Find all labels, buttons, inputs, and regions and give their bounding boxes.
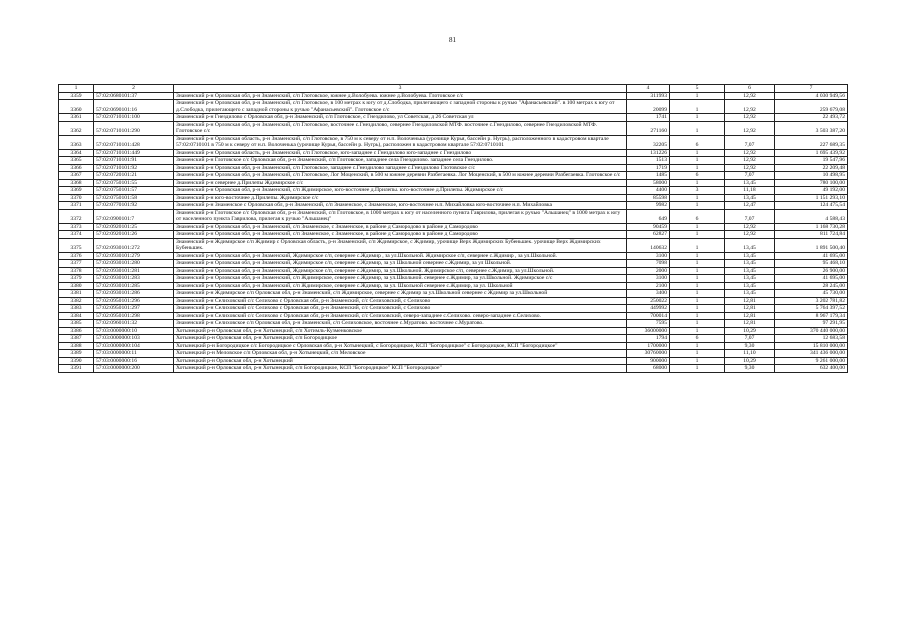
cadastral-number-cell: 57:02:0710101:290 — [94, 121, 174, 135]
area-cell: 3100 — [627, 275, 670, 283]
row-number-cell: 3387 — [59, 335, 94, 343]
area-cell: 85598 — [627, 194, 670, 202]
table-row — [59, 223, 848, 231]
category-cell: 1 — [670, 290, 725, 298]
row-number-cell: 3363 — [59, 135, 94, 149]
cadastral-value-cell: 10 498,95 — [775, 172, 848, 180]
address-description-cell: Знаменский р-н Орловская область, р-н Знаменский, с/п Глотовское, юго-западнее с Гнездилово юго-западнее с Гнездилово — [174, 149, 627, 157]
category-cell: 1 — [670, 357, 725, 365]
address-description-cell: Знаменский р-н Орловская обл, р-н Знаменский, с/п Глотовское, Лог Моценский, в 500 м южнее деревни Разбегаевка. Лог Моценский, в 500 м южнее деревни Разбегаевка. Глотовское с/с — [174, 172, 627, 180]
cadastral-number-cell: 57:02:0770101:92 — [94, 202, 174, 210]
area-cell: 1513 — [627, 157, 670, 165]
address-description-cell: Знаменский р-н Селиховское с/п Орловская обл, р-н Знаменский, с/п Селиховское, восточнее с.Муратово. восточнее с.Муратово. — [174, 320, 627, 328]
table-row — [59, 305, 848, 313]
cadastral-value-cell: 5 764 397,52 — [775, 305, 848, 313]
row-number-cell: 3362 — [59, 121, 94, 135]
rate-cell: 13,45 — [725, 267, 775, 275]
address-description-cell: Знаменский р-н Селиховский с/с Селихово с Орловская обл, р-н Знаменский, с/с Селиховский, северо-западнее с.Селихово. северо-западнее с.Селихово. — [174, 312, 627, 320]
cadastral-value-cell: 811 724,84 — [775, 231, 848, 239]
category-cell: 6 — [670, 209, 725, 223]
cadastral-number-cell: 57:02:0710101:91 — [94, 157, 174, 165]
rate-cell: 13,45 — [725, 290, 775, 298]
category-cell: 1 — [670, 260, 725, 268]
area-cell: 140632 — [627, 238, 670, 252]
address-description-cell: Знаменский р-н Селиховский с/с Селихово с Орловская обл, р-н Знаменский, с/с Селиховский, с Селихово — [174, 297, 627, 305]
address-description-cell: Знаменский р-н Глотовское с/с Орловская обл, р-н Знаменский, с/п Глотовское, западнее села Гнездилово. западнее села Гнездилово. — [174, 157, 627, 165]
row-number-cell: 3359 — [59, 92, 94, 100]
cadastral-number-cell: 57:02:0950101:298 — [94, 312, 174, 320]
rate-cell: 13,45 — [725, 238, 775, 252]
table-row — [59, 267, 848, 275]
address-description-cell: Знаменский р-н Орловская обл, р-н Знаменский, с/п Глотовское, западнее с.Гнездилово западнее с.Гнездилово Глотовское с/с — [174, 164, 627, 172]
table-body — [59, 92, 848, 372]
row-number-cell: 3374 — [59, 231, 94, 239]
cadastral-number-cell: 57:02:0930101:286 — [94, 290, 174, 298]
rate-cell: 12,81 — [725, 312, 775, 320]
category-cell: 1 — [670, 275, 725, 283]
cadastral-number-cell: 57:02:0750101:58 — [94, 194, 174, 202]
cadastral-value-cell: 1 168 730,28 — [775, 223, 848, 231]
area-cell: 649 — [627, 209, 670, 223]
category-cell: 1 — [670, 164, 725, 172]
rate-cell: 13,45 — [725, 252, 775, 260]
cadastral-table — [58, 84, 848, 373]
cadastral-value-cell: 28 245,00 — [775, 282, 848, 290]
cadastral-value-cell: 1 695 439,92 — [775, 149, 848, 157]
cadastral-value-cell: 780 100,00 — [775, 179, 848, 187]
category-cell: 1 — [670, 252, 725, 260]
cadastral-number-cell: 57:02:0930101:272 — [94, 238, 174, 252]
row-number-cell: 3373 — [59, 223, 94, 231]
cadastral-number-cell: 57:02:0950101:296 — [94, 297, 174, 305]
rate-cell: 12,92 — [725, 164, 775, 172]
row-number-cell: 3375 — [59, 238, 94, 252]
cadastral-value-cell: 4 030 949,56 — [775, 92, 848, 100]
cadastral-value-cell: 632 400,00 — [775, 365, 848, 373]
area-cell: 311993 — [627, 92, 670, 100]
address-description-cell: Знаменский р-н Гнездилово с Орловская обл, р-н Знаменский, с/п Глотовское, с Гнездилово, ул Советская, д 26 Советская ул — [174, 114, 627, 122]
cadastral-number-cell: 57:03:0000000:200 — [94, 365, 174, 373]
cadastral-value-cell: 227 689,35 — [775, 135, 848, 149]
row-number-cell: 3364 — [59, 149, 94, 157]
rate-cell: 12,92 — [725, 92, 775, 100]
category-cell: 3 — [670, 187, 725, 195]
rate-cell: 13,45 — [725, 194, 775, 202]
category-cell: 1 — [670, 342, 725, 350]
column-header: 4 — [627, 85, 670, 93]
category-cell: 1 — [670, 327, 725, 335]
address-description-cell: Знаменский р-н Глотовское с/с Орловская обл, р-н Знаменский, с/п Глотовское, в 1000 метрах к югу от населенного пункта Гаврилова, прилегая к ручью "Альшанец" в 1000 метрах к югу от населенного пункта Гаврилова, прилегая к ручью "Альшанец" — [174, 209, 627, 223]
area-cell: 62827 — [627, 231, 670, 239]
category-cell: 1 — [670, 312, 725, 320]
table-row — [59, 202, 848, 210]
row-number-cell: 3383 — [59, 305, 94, 313]
address-description-cell: Знаменский р-н Орловская обл, р-н Знаменский, с/п Ждимирское, севернее с.Ждимир, за ул.Школьной. севернее с.Ждимир, за ул.Школьной. Ждимирское с/с — [174, 275, 627, 283]
table-row — [59, 275, 848, 283]
row-number-cell: 3370 — [59, 194, 94, 202]
cadastral-number-cell: 57:02:0920101:25 — [94, 223, 174, 231]
row-number-cell: 3382 — [59, 297, 94, 305]
row-number-cell: 3377 — [59, 260, 94, 268]
address-description-cell: Знаменский р-н юго-восточнее д.Прилепы. Ждимирское с/с — [174, 194, 627, 202]
rate-cell: 13,45 — [725, 260, 775, 268]
row-number-cell: 3381 — [59, 290, 94, 298]
cadastral-number-cell: 57:02:0750101:55 — [94, 179, 174, 187]
rate-cell: 11,18 — [725, 187, 775, 195]
table-row — [59, 209, 848, 223]
cadastral-value-cell: 4 588,43 — [775, 209, 848, 223]
table-row — [59, 114, 848, 122]
address-description-cell: Знаменский р-н Знаменское с Орловская обл, р-н Знаменский, с/п Знаменское, с Знаменское, юго-восточнее н.п. Михайловка юго-восточнее н.п. Михайловка — [174, 202, 627, 210]
rate-cell: 10,29 — [725, 357, 775, 365]
rate-cell: 9,30 — [725, 342, 775, 350]
cadastral-value-cell: 26 900,00 — [775, 267, 848, 275]
cadastral-number-cell: 57:02:0710101:92 — [94, 164, 174, 172]
row-number-cell: 3391 — [59, 365, 94, 373]
area-cell: 1485 — [627, 172, 670, 180]
cadastral-value-cell: 8 967 179,34 — [775, 312, 848, 320]
cadastral-number-cell: 57:02:0930101:280 — [94, 260, 174, 268]
address-description-cell: Хотынецкий р-н Орловская обл, р-н Хотынецкий, с/п Богородицкое — [174, 335, 627, 343]
rate-cell: 7,07 — [725, 172, 775, 180]
cadastral-value-cell: 49 192,00 — [775, 187, 848, 195]
row-number-cell: 3367 — [59, 172, 94, 180]
cadastral-number-cell: 57:03:0000000:11 — [94, 350, 174, 358]
address-description-cell: Знаменский р-н Ждимирское с/п Ждимир с Орловская область, р-н Знаменский, с/п Ждимирское, с Ждимир, урочище Верх Ждимирских Бубеньшек. урочище Верх Ждимирских Бубеньшек. — [174, 238, 627, 252]
table-row — [59, 350, 848, 358]
table-row — [59, 297, 848, 305]
cadastral-number-cell: 57:02:0680101:37 — [94, 92, 174, 100]
table-row — [59, 238, 848, 252]
table-row — [59, 290, 848, 298]
rate-cell: 13,45 — [725, 275, 775, 283]
cadastral-number-cell: 57:02:0720101:21 — [94, 172, 174, 180]
cadastral-value-cell: 41 695,00 — [775, 275, 848, 283]
cadastral-value-cell: 12 683,58 — [775, 335, 848, 343]
table-row — [59, 135, 848, 149]
rate-cell: 11,10 — [725, 350, 775, 358]
table-row — [59, 312, 848, 320]
category-cell: 1 — [670, 121, 725, 135]
area-cell: 90459 — [627, 223, 670, 231]
category-cell: 1 — [670, 282, 725, 290]
category-cell: 6 — [670, 135, 725, 149]
cadastral-value-cell: 97 291,95 — [775, 320, 848, 328]
address-description-cell: Знаменский р-н Орловская обл, р-н Знаменский, Ждимирское с/п, севернее с.Ждимир, за ул Школьной севернее с.Ждимир, за ул Школьной. — [174, 260, 627, 268]
cadastral-number-cell: 57:02:0710101:428 — [94, 135, 174, 149]
area-cell: 1741 — [627, 114, 670, 122]
cadastral-number-cell: 57:02:0750101:57 — [94, 187, 174, 195]
cadastral-value-cell: 3 503 387,20 — [775, 121, 848, 135]
rate-cell: 12,81 — [725, 297, 775, 305]
table-row — [59, 157, 848, 165]
category-cell: 1 — [670, 92, 725, 100]
rate-cell: 12,92 — [725, 157, 775, 165]
table-row — [59, 365, 848, 373]
area-cell: 68000 — [627, 365, 670, 373]
area-cell: 20099 — [627, 100, 670, 114]
area-cell: 30760000 — [627, 350, 670, 358]
cadastral-number-cell: 57:02:0930101:281 — [94, 267, 174, 275]
table-row — [59, 100, 848, 114]
area-cell: 250022 — [627, 297, 670, 305]
row-number-cell: 3360 — [59, 100, 94, 114]
area-cell: 1719 — [627, 164, 670, 172]
category-cell: 1 — [670, 231, 725, 239]
address-description-cell: Хотынецкий р-н Меловское с/п Орловская обл, р-н Хотынецкий, с/п Меловское — [174, 350, 627, 358]
table-header-row — [59, 85, 848, 93]
area-cell: 1700000 — [627, 342, 670, 350]
address-description-cell: Знаменский р-н Орловская обл, р-н Знаменский, Ждимирское с/п, севернее с.Ждимир, за ул.Школьной. Ждимирское с/п, севернее с.Ждимир, за ул.Школьной. — [174, 267, 627, 275]
area-cell: 9982 — [627, 202, 670, 210]
address-description-cell: Знаменский р-н Орловская обл, р-н Знаменский, с/п Глотовское, южнее д.Волобуева. южнее д.Волобуева. Глотовское с/с — [174, 92, 627, 100]
table-row — [59, 260, 848, 268]
cadastral-value-cell: 95 468,10 — [775, 260, 848, 268]
row-number-cell: 3361 — [59, 114, 94, 122]
area-cell: 1794 — [627, 335, 670, 343]
rate-cell: 12,92 — [725, 100, 775, 114]
rate-cell: 10,29 — [725, 327, 775, 335]
address-description-cell: Знаменский р-н севернее д.Прилепы Ждимирское с/с — [174, 179, 627, 187]
table-row — [59, 179, 848, 187]
row-number-cell: 3385 — [59, 320, 94, 328]
table-row — [59, 252, 848, 260]
row-number-cell: 3366 — [59, 164, 94, 172]
cadastral-number-cell: 57:02:0710101:100 — [94, 114, 174, 122]
address-description-cell: Знаменский р-н Орловская обл, р-н Знаменский, Ждимирское с/п, севернее с.Ждимир , за ул.Школьной. Ждимирское с/п, севернее с.Ждимир , за ул.Школьной. — [174, 252, 627, 260]
address-description-cell: Знаменский р-н Ждимирское с/п Орловская обл, р-н Знаменский, с/п Ждимирское, севернее с Ждимир за ул.Школьной севернее с Ждимир за ул.Школьной — [174, 290, 627, 298]
cadastral-value-cell: 259 679,08 — [775, 100, 848, 114]
cadastral-value-cell: 41 695,00 — [775, 252, 848, 260]
category-cell: 1 — [670, 149, 725, 157]
address-description-cell: Знаменский р-н Орловская обл, р-н Знаменский, с/п Знаменское, с Знаменское, в районе д Самородово в районе д Самородово — [174, 231, 627, 239]
category-cell: 1 — [670, 114, 725, 122]
column-header: 3 — [174, 85, 627, 93]
category-cell: 1 — [670, 305, 725, 313]
cadastral-number-cell: 57:02:0950101:297 — [94, 305, 174, 313]
category-cell: 1 — [670, 238, 725, 252]
category-cell: 1 — [670, 267, 725, 275]
row-number-cell: 3390 — [59, 357, 94, 365]
area-cell: 2000 — [627, 267, 670, 275]
address-description-cell: Хотынецкий р-н Орловская обл, р-н Хотынецкий, с/п Хотимль-Кузменковское — [174, 327, 627, 335]
category-cell: 6 — [670, 172, 725, 180]
rate-cell: 12,92 — [725, 223, 775, 231]
address-description-cell: Знаменский р-н Орловская обл, р-н Знаменский, с/п Ждимирское, севернее с.Ждимир, за ул. Школьной севернее с.Ждимир, за ул. Школьной — [174, 282, 627, 290]
rate-cell: 7,07 — [725, 209, 775, 223]
address-description-cell: Знаменский р-н Орловская область, р-н Знаменский, с/п Глотовское, в 750 м к северу от н.п. Волоченька (урочище Курья, бассейн р. Нугрь), расположенного в кадастровом квартале 57:02:0710101 в 750 м к северу от н.п. Волоченька (урочище Курья, бассейн р. Нугрь), расположен в кадастровом квартале 57:02:0710101 — [174, 135, 627, 149]
row-number-cell: 3372 — [59, 209, 94, 223]
area-cell: 131226 — [627, 149, 670, 157]
row-number-cell: 3380 — [59, 282, 94, 290]
category-cell: 1 — [670, 194, 725, 202]
cadastral-number-cell: 57:02:0960101:32 — [94, 320, 174, 328]
row-number-cell: 3378 — [59, 267, 94, 275]
cadastral-number-cell: 57:02:0930101:279 — [94, 252, 174, 260]
category-cell: 1 — [670, 223, 725, 231]
cadastral-number-cell: 57:03:0000000:10 — [94, 327, 174, 335]
cadastral-value-cell: 45 730,00 — [775, 290, 848, 298]
category-cell: 1 — [670, 297, 725, 305]
cadastral-value-cell: 15 810 000,00 — [775, 342, 848, 350]
area-cell: 58000 — [627, 179, 670, 187]
table-row — [59, 187, 848, 195]
category-cell: 1 — [670, 100, 725, 114]
rate-cell: 7,07 — [725, 335, 775, 343]
cadastral-number-cell: 57:02:0930101:285 — [94, 282, 174, 290]
cadastral-number-cell: 57:02:0930101:283 — [94, 275, 174, 283]
category-cell: 1 — [670, 320, 725, 328]
address-description-cell: Хотынецкий р-н Орловская обл, р-н Хотынецкий, с/п Богородицкое, КСП "Богородицкое" КСП "Богородицкое" — [174, 365, 627, 373]
area-cell: 449992 — [627, 305, 670, 313]
rate-cell: 12,92 — [725, 149, 775, 157]
area-cell: 900000 — [627, 357, 670, 365]
cadastral-number-cell: 57:03:0000000:16 — [94, 357, 174, 365]
cadastral-value-cell: 341 436 000,00 — [775, 350, 848, 358]
area-cell: 700014 — [627, 312, 670, 320]
row-number-cell: 3371 — [59, 202, 94, 210]
table-row — [59, 282, 848, 290]
address-description-cell: Знаменский р-н Селиховский с/с Селихово с Орловская обл, р-н Знаменский, с/с Селиховский, с Селихово — [174, 305, 627, 313]
address-description-cell: Знаменский р-н Орловская обл, р-н Знаменский, с/п Ждимирское, юго-восточнее д.Прилепы. юго-восточнее д.Прилепы. Ждимирское с/с — [174, 187, 627, 195]
rate-cell: 12,92 — [725, 231, 775, 239]
category-cell: 1 — [670, 350, 725, 358]
row-number-cell: 3368 — [59, 179, 94, 187]
table-row — [59, 149, 848, 157]
row-number-cell: 3384 — [59, 312, 94, 320]
address-description-cell: Знаменский р-н Орловская обл, р-н Знаменский, с/п Глотовское, восточнее с.Гнездилово, севернее Гнездиловской МТФ. восточнее с.Гнездилово, севернее Гнездиловской МТФ. Глотовское с/с — [174, 121, 627, 135]
category-cell: 6 — [670, 335, 725, 343]
column-header: 2 — [94, 85, 174, 93]
column-header: 6 — [725, 85, 775, 93]
category-cell: 1 — [670, 157, 725, 165]
area-cell: 3100 — [627, 252, 670, 260]
address-description-cell: Хотынецкий р-н Богородицкое с/с Богородицкое с Орловская обл, р-н Хотынецкий, с Богородицкое, КСП "Богородицкое" с Богородицкое, КСП "Богородицкое" — [174, 342, 627, 350]
table-row — [59, 164, 848, 172]
cadastral-value-cell: 1 151 293,10 — [775, 194, 848, 202]
cadastral-number-cell: 57:02:0690101:16 — [94, 100, 174, 114]
rate-cell: 13,45 — [725, 179, 775, 187]
area-cell: 271160 — [627, 121, 670, 135]
category-cell: 1 — [670, 202, 725, 210]
area-cell: 36000000 — [627, 327, 670, 335]
cadastral-value-cell: 3 202 781,82 — [775, 297, 848, 305]
address-description-cell: Знаменский р-н Орловская обл, р-н Знаменский, с/п Знаменское, с Знаменское, в районе д Самородово в районе д Самородово — [174, 223, 627, 231]
area-cell: 3400 — [627, 290, 670, 298]
table-row — [59, 342, 848, 350]
row-number-cell: 3376 — [59, 252, 94, 260]
rate-cell: 12,81 — [725, 305, 775, 313]
row-number-cell: 3389 — [59, 350, 94, 358]
table-row — [59, 357, 848, 365]
table-row — [59, 172, 848, 180]
table-row — [59, 231, 848, 239]
rate-cell: 13,45 — [725, 282, 775, 290]
column-header: 7 — [775, 85, 848, 93]
row-number-cell: 3369 — [59, 187, 94, 195]
address-description-cell: Знаменский р-н Орловская обл, р-н Знаменский, с/п Глотовское, в 100 метрах к югу от д.Слободка, прилегающего с западной стороны к ручью "Афанасьевский". в 100 метрах к югу от д.Слободка, прилегающего с западной стороны к ручью "Афанасьевский". Глотовское с/с — [174, 100, 627, 114]
row-number-cell: 3386 — [59, 327, 94, 335]
table-row — [59, 121, 848, 135]
cadastral-number-cell: 57:02:0900101:7 — [94, 209, 174, 223]
cadastral-value-cell: 22 209,48 — [775, 164, 848, 172]
category-cell: 1 — [670, 365, 725, 373]
cadastral-value-cell: 1 891 500,40 — [775, 238, 848, 252]
column-header: 5 — [670, 85, 725, 93]
page-number: 81 — [449, 36, 456, 44]
table-row — [59, 92, 848, 100]
row-number-cell: 3388 — [59, 342, 94, 350]
table-row — [59, 194, 848, 202]
cadastral-value-cell: 19 547,96 — [775, 157, 848, 165]
area-cell: 4400 — [627, 187, 670, 195]
rate-cell: 12,47 — [725, 202, 775, 210]
area-cell: 7595 — [627, 320, 670, 328]
cadastral-number-cell: 57:02:0710101:449 — [94, 149, 174, 157]
cadastral-number-cell: 57:02:0920101:26 — [94, 231, 174, 239]
rate-cell: 12,92 — [725, 121, 775, 135]
cadastral-value-cell: 124 475,54 — [775, 202, 848, 210]
rate-cell: 12,92 — [725, 114, 775, 122]
table-row — [59, 327, 848, 335]
rate-cell: 7,07 — [725, 135, 775, 149]
category-cell: 1 — [670, 179, 725, 187]
area-cell: 32205 — [627, 135, 670, 149]
row-number-cell: 3379 — [59, 275, 94, 283]
table-row — [59, 320, 848, 328]
cadastral-number-cell: 57:03:0000000:104 — [94, 342, 174, 350]
cadastral-value-cell: 370 440 000,00 — [775, 327, 848, 335]
rate-cell: 12,81 — [725, 320, 775, 328]
row-number-cell: 3365 — [59, 157, 94, 165]
area-cell: 2100 — [627, 282, 670, 290]
column-header: 1 — [59, 85, 94, 93]
table-row — [59, 335, 848, 343]
cadastral-value-cell: 9 261 000,00 — [775, 357, 848, 365]
cadastral-value-cell: 22 493,72 — [775, 114, 848, 122]
rate-cell: 9,30 — [725, 365, 775, 373]
area-cell: 7098 — [627, 260, 670, 268]
cadastral-number-cell: 57:03:0000000:103 — [94, 335, 174, 343]
address-description-cell: Хотынецкий р-н Орловская обл, р-н Хотынецкий — [174, 357, 627, 365]
